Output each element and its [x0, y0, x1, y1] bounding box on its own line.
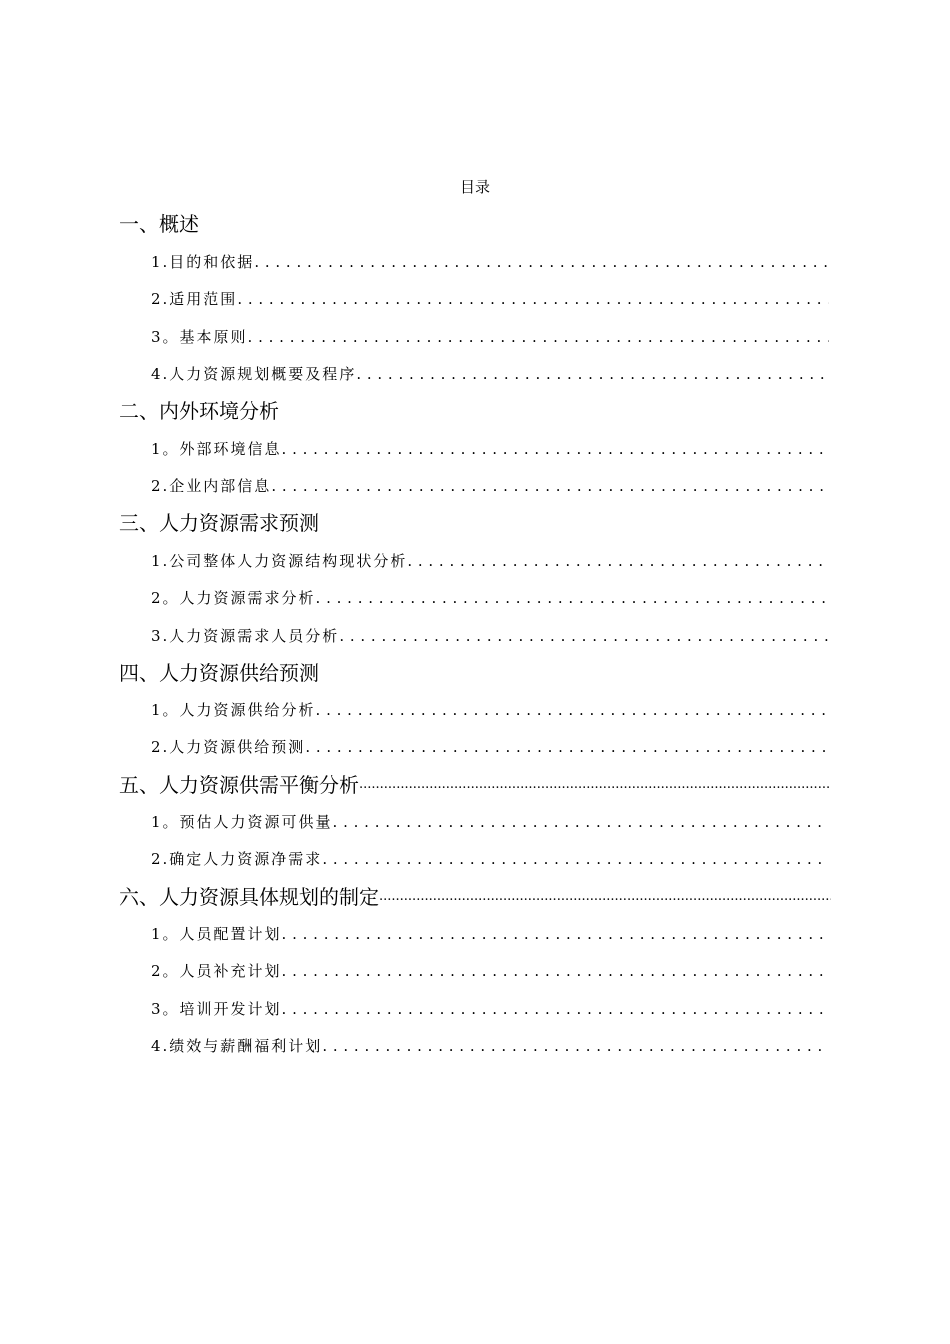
toc-entry-text: 2.人力资源供给预测 [151, 738, 306, 756]
toc-heading-text: 二、内外环境分析 [119, 399, 279, 423]
toc-entry-text: 4.人力资源规划概要及程序 [151, 365, 357, 383]
toc-entry-text: 2.企业内部信息 [151, 477, 272, 495]
toc-heading-environment[interactable] [119, 396, 831, 426]
toc-heading-supply[interactable] [119, 658, 831, 688]
toc-entry-text: 1。预估人力资源可供量 [151, 813, 333, 831]
toc-leader [305, 735, 829, 759]
toc-leader [359, 766, 831, 800]
toc-heading-demand[interactable] [119, 508, 831, 538]
toc-leader [379, 878, 831, 912]
toc-leader [237, 287, 829, 311]
toc-entry[interactable] [151, 250, 829, 274]
toc-entry-text: 2。人力资源需求分析 [151, 589, 316, 607]
toc-entry[interactable] [151, 1034, 829, 1058]
toc-leader [407, 549, 829, 573]
toc-entry[interactable] [151, 959, 829, 983]
toc-entry-text: 1。外部环境信息 [151, 440, 282, 458]
toc-entry[interactable] [151, 735, 829, 759]
toc-entry-text: 1.公司整体人力资源结构现状分析 [151, 552, 408, 570]
toc-leader [333, 810, 829, 834]
toc-leader [271, 474, 829, 498]
toc-leader [316, 698, 829, 722]
toc-entry-text: 1.目的和依据 [151, 253, 255, 271]
toc-entry[interactable] [151, 624, 829, 648]
toc-entry-text: 3。基本原则 [151, 328, 248, 346]
toc-entry[interactable] [151, 362, 829, 386]
toc-entry[interactable] [151, 698, 829, 722]
toc-heading-planning[interactable] [119, 882, 831, 912]
toc-entry[interactable] [151, 922, 829, 946]
toc-entry[interactable] [151, 437, 829, 461]
toc-leader [282, 922, 829, 946]
toc-leader [322, 1034, 829, 1058]
toc-leader [248, 325, 829, 349]
toc-heading-text: 一、概述 [119, 212, 199, 236]
toc-entry-text: 3.人力资源需求人员分析 [151, 627, 340, 645]
toc-entry[interactable] [151, 586, 829, 610]
toc-entry-text: 2.确定人力资源净需求 [151, 850, 323, 868]
toc-entry[interactable] [151, 287, 829, 311]
toc-entry[interactable] [151, 810, 829, 834]
toc-entry[interactable] [151, 549, 829, 573]
toc-leader [356, 362, 829, 386]
toc-heading-text: 三、人力资源需求预测 [119, 511, 319, 535]
toc-entry[interactable] [151, 474, 829, 498]
toc-heading-text: 五、人力资源供需平衡分析 [119, 773, 359, 797]
toc-leader [282, 997, 829, 1021]
toc-entry-text: 3。培训开发计划 [151, 1000, 282, 1018]
toc-heading-text: 四、人力资源供给预测 [119, 661, 319, 685]
toc-leader [316, 586, 829, 610]
toc-entry-text: 4.绩效与薪酬福利计划 [151, 1037, 323, 1055]
toc-entry-text: 2。人员补充计划 [151, 962, 282, 980]
toc-entry[interactable] [151, 325, 829, 349]
toc-heading-overview[interactable] [119, 209, 831, 239]
toc-leader [339, 624, 829, 648]
toc-entry-text: 1。人员配置计划 [151, 925, 282, 943]
toc-entry-text: 2.适用范围 [151, 290, 238, 308]
toc-heading-balance[interactable] [119, 770, 831, 800]
toc-leader [282, 959, 829, 983]
toc-heading-text: 六、人力资源具体规划的制定 [119, 885, 379, 909]
toc-entry-text: 1。人力资源供给分析 [151, 701, 316, 719]
toc-leader [322, 847, 829, 871]
toc-leader [282, 437, 829, 461]
toc-leader [254, 250, 829, 274]
page-title: 目录 [459, 178, 490, 196]
toc-entry[interactable] [151, 997, 829, 1021]
toc-entry[interactable] [151, 847, 829, 871]
